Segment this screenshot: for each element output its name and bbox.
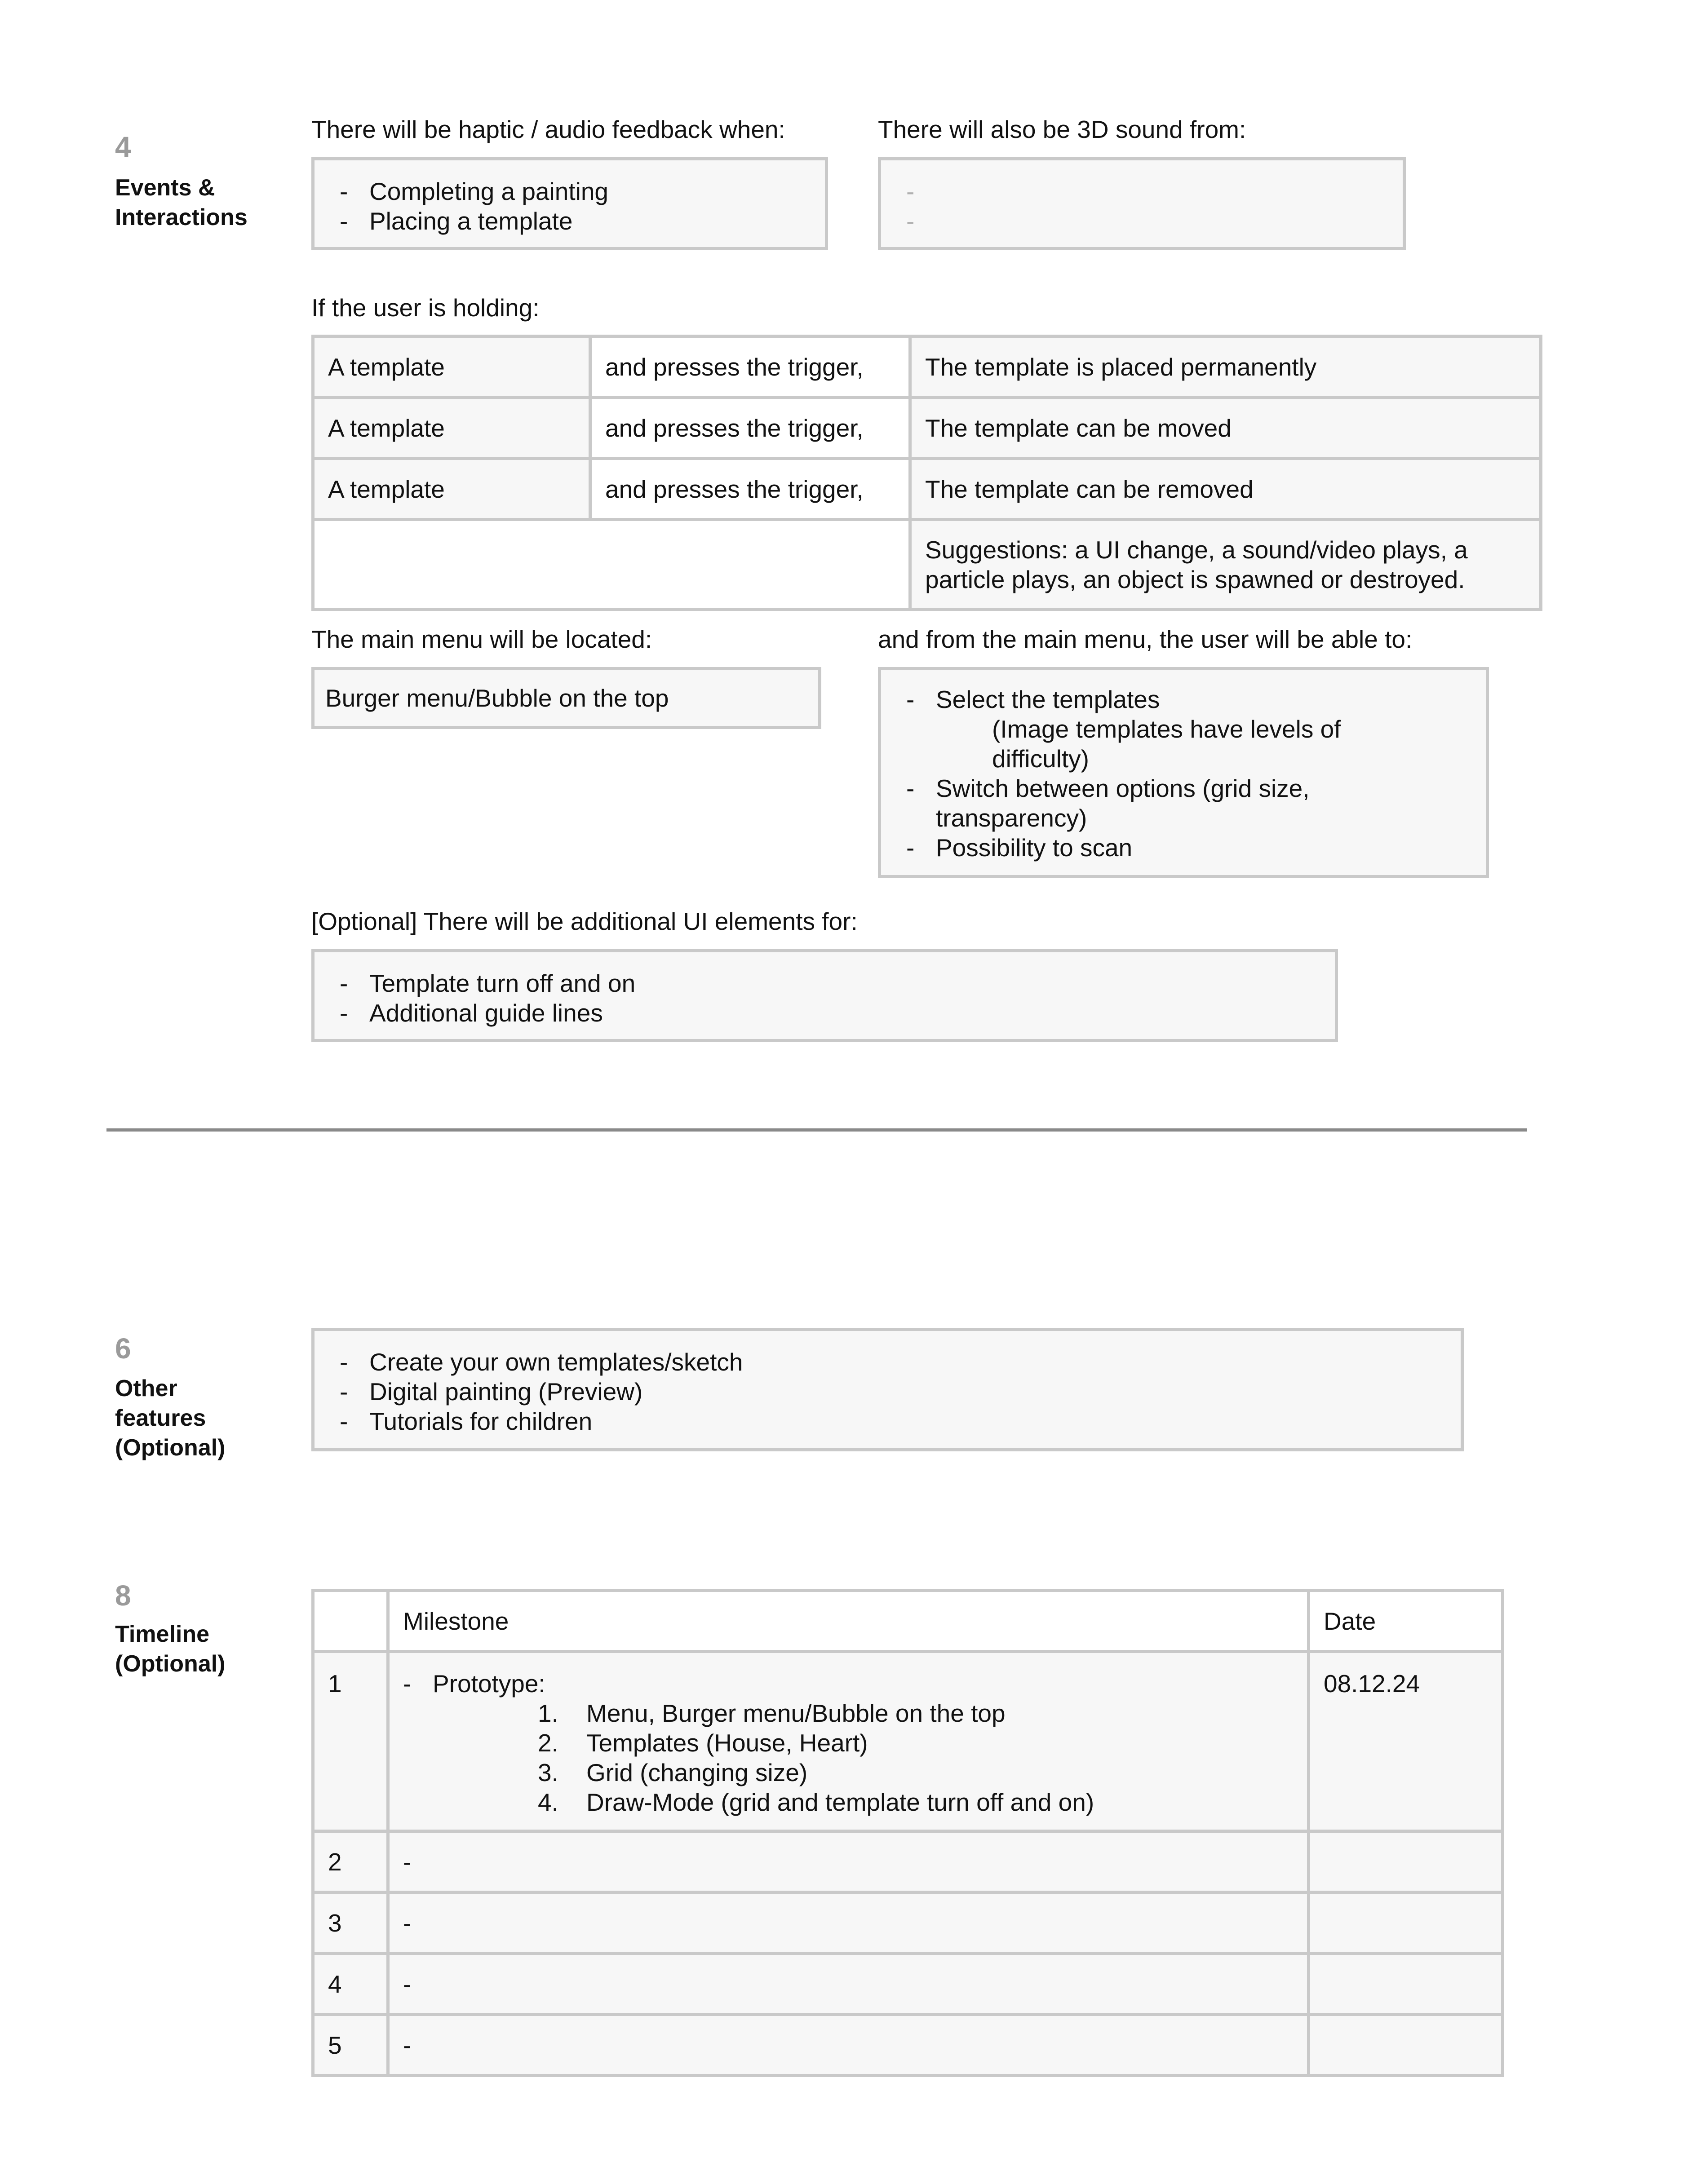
- row-milestone-cell[interactable]: -: [388, 2015, 1309, 2076]
- list-item: -: [906, 207, 915, 235]
- section-number-8: 8: [115, 1579, 131, 1612]
- holding-action-cell[interactable]: and presses the trigger,: [590, 459, 910, 520]
- haptic-feedback-label: There will be haptic / audio feedback when:: [311, 115, 785, 143]
- menu-actions-box[interactable]: [878, 667, 1489, 878]
- suggestions-cell[interactable]: Suggestions: a UI change, a sound/video plays, a particle plays, an object is spawned or destroyed.: [910, 520, 1541, 610]
- list-item: [906, 774, 1445, 833]
- holding-table: [311, 335, 1542, 611]
- section-title-line: Events &: [115, 175, 215, 201]
- menu-location-value: Burger menu/Bubble on the top: [325, 684, 669, 712]
- list-item-text: Placing a template: [369, 207, 573, 235]
- list-item: [340, 1347, 743, 1377]
- section-number-6: 6: [115, 1332, 131, 1365]
- 3d-sound-box[interactable]: [878, 157, 1406, 250]
- timeline-table: [311, 1589, 1504, 2077]
- section-title-line: (Optional): [115, 1651, 226, 1677]
- row-milestone-cell[interactable]: -: [388, 1831, 1309, 1892]
- list-item-text: Digital painting (Preview): [369, 1378, 643, 1406]
- optional-ui-box[interactable]: [311, 949, 1338, 1042]
- subitem-number: 1.: [538, 1699, 558, 1727]
- holding-result-cell[interactable]: The template is placed permanently: [910, 336, 1541, 398]
- header-date-cell: Date: [1309, 1591, 1503, 1652]
- list-item-text: Create your own templates/sketch: [369, 1348, 743, 1376]
- list-item-text: Possibility to scan: [936, 834, 1133, 862]
- list-item: [340, 206, 608, 236]
- subitem-number: 3.: [538, 1759, 558, 1786]
- table-row: [313, 2015, 1503, 2076]
- header-index-cell: [313, 1591, 388, 1652]
- menu-location-box[interactable]: [311, 667, 821, 729]
- table-row: [313, 1954, 1503, 2015]
- holding-item-cell[interactable]: A template: [313, 459, 590, 520]
- section-title-other: [115, 1374, 226, 1463]
- milestone-subitem: [403, 1728, 1294, 1758]
- dash-bullet: -: [340, 177, 348, 205]
- holding-result-cell[interactable]: The template can be moved: [910, 398, 1541, 459]
- list-item-text: Additional guide lines: [369, 999, 603, 1027]
- table-row: [313, 1831, 1503, 1892]
- table-row: [313, 336, 1541, 398]
- optional-ui-label: [Optional] There will be additional UI elements for:: [311, 907, 858, 935]
- row-milestone-cell[interactable]: -: [388, 1954, 1309, 2015]
- list-item: [906, 685, 1445, 714]
- table-row: [313, 520, 1541, 610]
- row-date-cell[interactable]: 08.12.24: [1309, 1652, 1503, 1831]
- other-features-box[interactable]: [311, 1328, 1464, 1451]
- list-item-text: Switch between options (grid size, transparency): [936, 774, 1310, 832]
- holding-action-cell[interactable]: and presses the trigger,: [590, 398, 910, 459]
- subitem-text: Templates (House, Heart): [586, 1729, 868, 1757]
- section-divider: [106, 1128, 1527, 1132]
- table-header-row: [313, 1591, 1503, 1652]
- list-item: [340, 998, 635, 1028]
- list-item-text: Completing a painting: [369, 177, 609, 205]
- header-milestone-cell: Milestone: [388, 1591, 1309, 1652]
- row-index-cell[interactable]: 4: [313, 1954, 388, 2015]
- holding-label: If the user is holding:: [311, 294, 540, 322]
- empty-merged-cell[interactable]: [313, 520, 910, 610]
- dash-bullet: -: [340, 207, 348, 235]
- dash-bullet: -: [340, 1378, 348, 1406]
- holding-action-cell[interactable]: and presses the trigger,: [590, 336, 910, 398]
- section-title-line: Timeline: [115, 1621, 210, 1647]
- list-subitem: (Image templates have levels of difficulty): [992, 715, 1341, 773]
- menu-actions-label: and from the main menu, the user will be able to:: [878, 625, 1413, 653]
- list-item-text: Select the templates: [936, 685, 1160, 713]
- haptic-feedback-box[interactable]: [311, 157, 828, 250]
- section-number-4: 4: [115, 131, 131, 163]
- milestone-subitem: [403, 1698, 1294, 1728]
- dash-bullet: -: [340, 969, 348, 997]
- table-row: [313, 398, 1541, 459]
- subitem-number: 4.: [538, 1788, 558, 1816]
- milestone-subitem: [403, 1787, 1294, 1817]
- subitem-text: Grid (changing size): [586, 1759, 808, 1786]
- table-row: [313, 1892, 1503, 1954]
- list-item: -: [906, 177, 915, 205]
- list-item-text: Template turn off and on: [369, 969, 636, 997]
- subitem-text: Draw-Mode (grid and template turn off and on): [586, 1788, 1094, 1816]
- list-item: [340, 1377, 743, 1406]
- milestone-subitem: [403, 1758, 1294, 1787]
- row-index-cell[interactable]: 5: [313, 2015, 388, 2076]
- table-row: [313, 1652, 1503, 1831]
- dash-bullet: -: [906, 774, 915, 802]
- holding-item-cell[interactable]: A template: [313, 336, 590, 398]
- subitem-number: 2.: [538, 1729, 558, 1757]
- row-index-cell[interactable]: 3: [313, 1892, 388, 1954]
- section-title-line: (Optional): [115, 1435, 226, 1461]
- menu-location-label: The main menu will be located:: [311, 625, 652, 653]
- section-title-line: Interactions: [115, 204, 248, 230]
- holding-result-cell[interactable]: The template can be removed: [910, 459, 1541, 520]
- row-milestone-cell[interactable]: [388, 1652, 1309, 1831]
- list-item: [340, 968, 635, 998]
- dash-bullet: -: [906, 834, 915, 862]
- list-item: [340, 1406, 743, 1436]
- milestone-text: Prototype:: [433, 1670, 545, 1698]
- section-title-events: [115, 173, 248, 232]
- row-date-cell[interactable]: [1309, 1831, 1503, 1892]
- subitem-text: Menu, Burger menu/Bubble on the top: [586, 1699, 1006, 1727]
- row-date-cell[interactable]: [1309, 1892, 1503, 1954]
- dash-bullet: -: [340, 1407, 348, 1435]
- dash-bullet: -: [403, 1670, 412, 1698]
- section-title-line: features: [115, 1405, 206, 1431]
- list-item: [340, 177, 608, 206]
- dash-bullet: -: [340, 1348, 348, 1376]
- section-title-timeline: [115, 1619, 226, 1679]
- section-title-line: Other: [115, 1375, 177, 1401]
- milestone-item: [403, 1669, 1294, 1698]
- row-index-cell[interactable]: 1: [313, 1652, 388, 1831]
- row-milestone-cell[interactable]: -: [388, 1892, 1309, 1954]
- list-item: [906, 833, 1445, 862]
- row-date-cell[interactable]: [1309, 2015, 1503, 2076]
- row-index-cell[interactable]: 2: [313, 1831, 388, 1892]
- table-row: [313, 459, 1541, 520]
- dash-bullet: -: [906, 685, 915, 713]
- holding-item-cell[interactable]: A template: [313, 398, 590, 459]
- dash-bullet: -: [340, 999, 348, 1027]
- row-date-cell[interactable]: [1309, 1954, 1503, 2015]
- list-item-text: Tutorials for children: [369, 1407, 593, 1435]
- 3d-sound-label: There will also be 3D sound from:: [878, 115, 1246, 143]
